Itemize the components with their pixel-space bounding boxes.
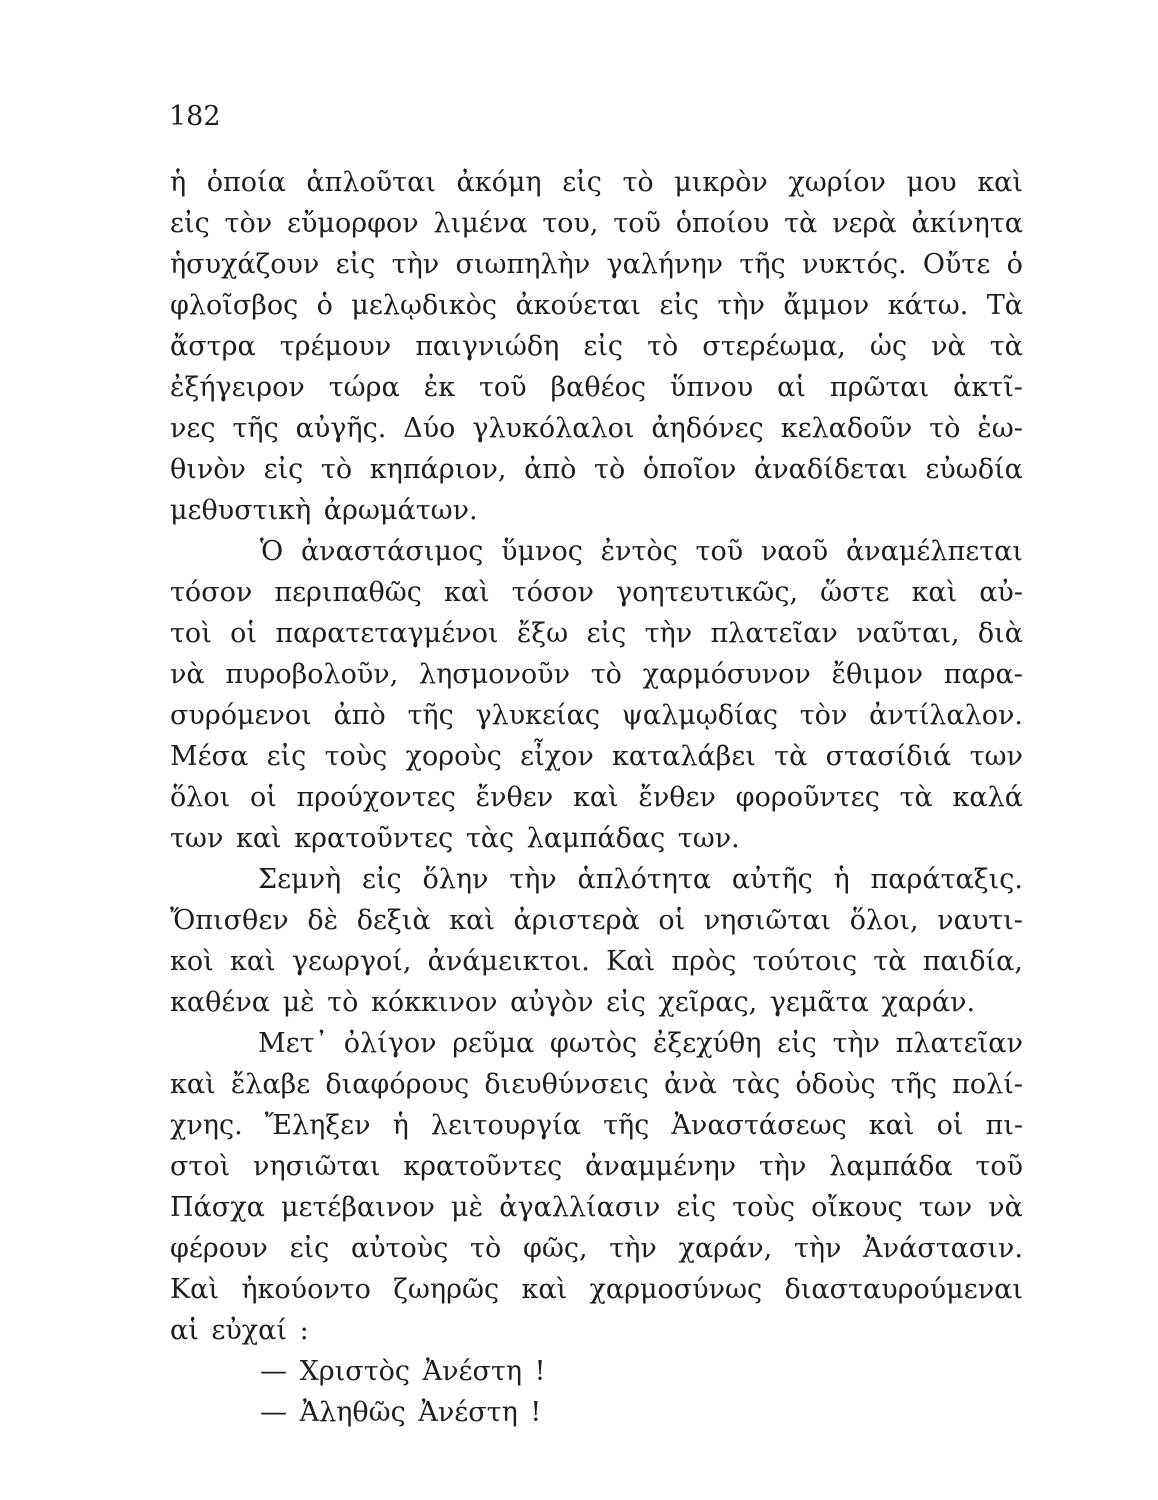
text-line: — Χριστὸς Ἀνέστη ! [260, 1356, 546, 1387]
text-line: Καὶ ἠκούοντο ζωηρῶς καὶ χαρμοσύνως διασταυρούμεναι [170, 1274, 1023, 1305]
text-line: συρόμενοι ἀπὸ τῆς γλυκείας ψαλμῳδίας τὸν ἀντίλαλον. [170, 700, 1023, 731]
text-line: — Ἀληθῶς Ἀνέστη ! [260, 1397, 542, 1428]
text-line: φέρουν εἰς αὐτοὺς τὸ φῶς, τὴν χαράν, τὴν Ἀνάστασιν. [170, 1233, 1023, 1264]
text-line: ἡ ὁποία ἁπλοῦται ἀκόμη εἰς τὸ μικρὸν χωρίον μου καὶ [170, 167, 1023, 198]
text-line: θινὸν εἰς τὸ κηπάριον, ἀπὸ τὸ ὁποῖον ἀναδίδεται εὐωδία [170, 454, 1023, 485]
text-line: ἄστρα τρέμουν παιγνιώδη εἰς τὸ στερέωμα, ὡς νὰ τὰ [170, 331, 1023, 362]
text-line: των καὶ κρατοῦντες τὰς λαμπάδας των. [170, 823, 740, 854]
text-line: τόσον περιπαθῶς καὶ τόσον γοητευτικῶς, ὥστε καὶ αὐ- [170, 577, 1023, 608]
text-line: καὶ ἔλαβε διαφόρους διευθύνσεις ἀνὰ τὰς ὁδοὺς τῆς πολί- [170, 1069, 1023, 1100]
text-line: Σεμνὴ εἰς ὅλην τὴν ἁπλότητα αὐτῆς ἡ παράταξις. [258, 864, 1023, 895]
page-number: 182 [169, 101, 221, 132]
text-line: Ὁ ἀναστάσιμος ὕμνος ἐντὸς τοῦ ναοῦ ἀναμέλπεται [260, 536, 1023, 567]
text-line: κοὶ καὶ γεωργοί, ἀνάμεικτοι. Καὶ πρὸς τούτοις τὰ παιδία, [170, 946, 1023, 977]
text-line: στοὶ νησιῶται κρατοῦντες ἀναμμένην τὴν λαμπάδα τοῦ [170, 1151, 1023, 1182]
text-line: νες τῆς αὐγῆς. Δύο γλυκόλαλοι ἀηδόνες κελαδοῦν τὸ ἑω- [170, 413, 1023, 444]
text-line: Πάσχα μετέβαινον μὲ ἀγαλλίασιν εἰς τοὺς οἴκους των νὰ [170, 1192, 1023, 1223]
text-line: εἰς τὸν εὔμορφον λιμένα του, τοῦ ὁποίου τὰ νερὰ ἀκίνητα [170, 208, 1023, 239]
body-text [170, 162, 1023, 1433]
text-line: ἐξήγειρον τώρα ἐκ τοῦ βαθέος ὕπνου αἱ πρῶται ἀκτῖ- [170, 372, 1023, 403]
text-line: αἱ εὐχαί : [170, 1315, 309, 1346]
text-line: φλοῖσβος ὁ μελῳδικὸς ἀκούεται εἰς τὴν ἄμμον κάτω. Τὰ [170, 290, 1023, 321]
text-line: χνης. Ἔληξεν ἡ λειτουργία τῆς Ἀναστάσεως καὶ οἱ πι- [170, 1110, 1023, 1141]
text-line: τοὶ οἱ παρατεταγμένοι ἔξω εἰς τὴν πλατεῖαν ναῦται, διὰ [170, 618, 1023, 649]
text-line: Μετ᾽ ὀλίγον ρεῦμα φωτὸς ἐξεχύθη εἰς τὴν πλατεῖαν [258, 1028, 1023, 1059]
text-line: νὰ πυροβολοῦν, λησμονοῦν τὸ χαρμόσυνον ἔθιμον παρα- [170, 659, 1023, 690]
text-line: Ὄπισθεν δὲ δεξιὰ καὶ ἀριστερὰ οἱ νησιῶται ὅλοι, ναυτι- [170, 905, 1023, 936]
text-line: καθένα μὲ τὸ κόκκινον αὐγὸν εἰς χεῖρας, γεμᾶτα χαράν. [170, 987, 976, 1018]
text-line: ἡσυχάζουν εἰς τὴν σιωπηλὴν γαλήνην τῆς νυκτός. Οὔτε ὁ [170, 249, 1023, 280]
text-line: Μέσα εἰς τοὺς χοροὺς εἶχον καταλάβει τὰ στασίδιά των [170, 741, 1023, 772]
text-line: ὅλοι οἱ προύχοντες ἔνθεν καὶ ἔνθεν φοροῦντες τὰ καλά [170, 782, 1023, 813]
text-line: μεθυστικὴ ἀρωμάτων. [170, 495, 478, 526]
